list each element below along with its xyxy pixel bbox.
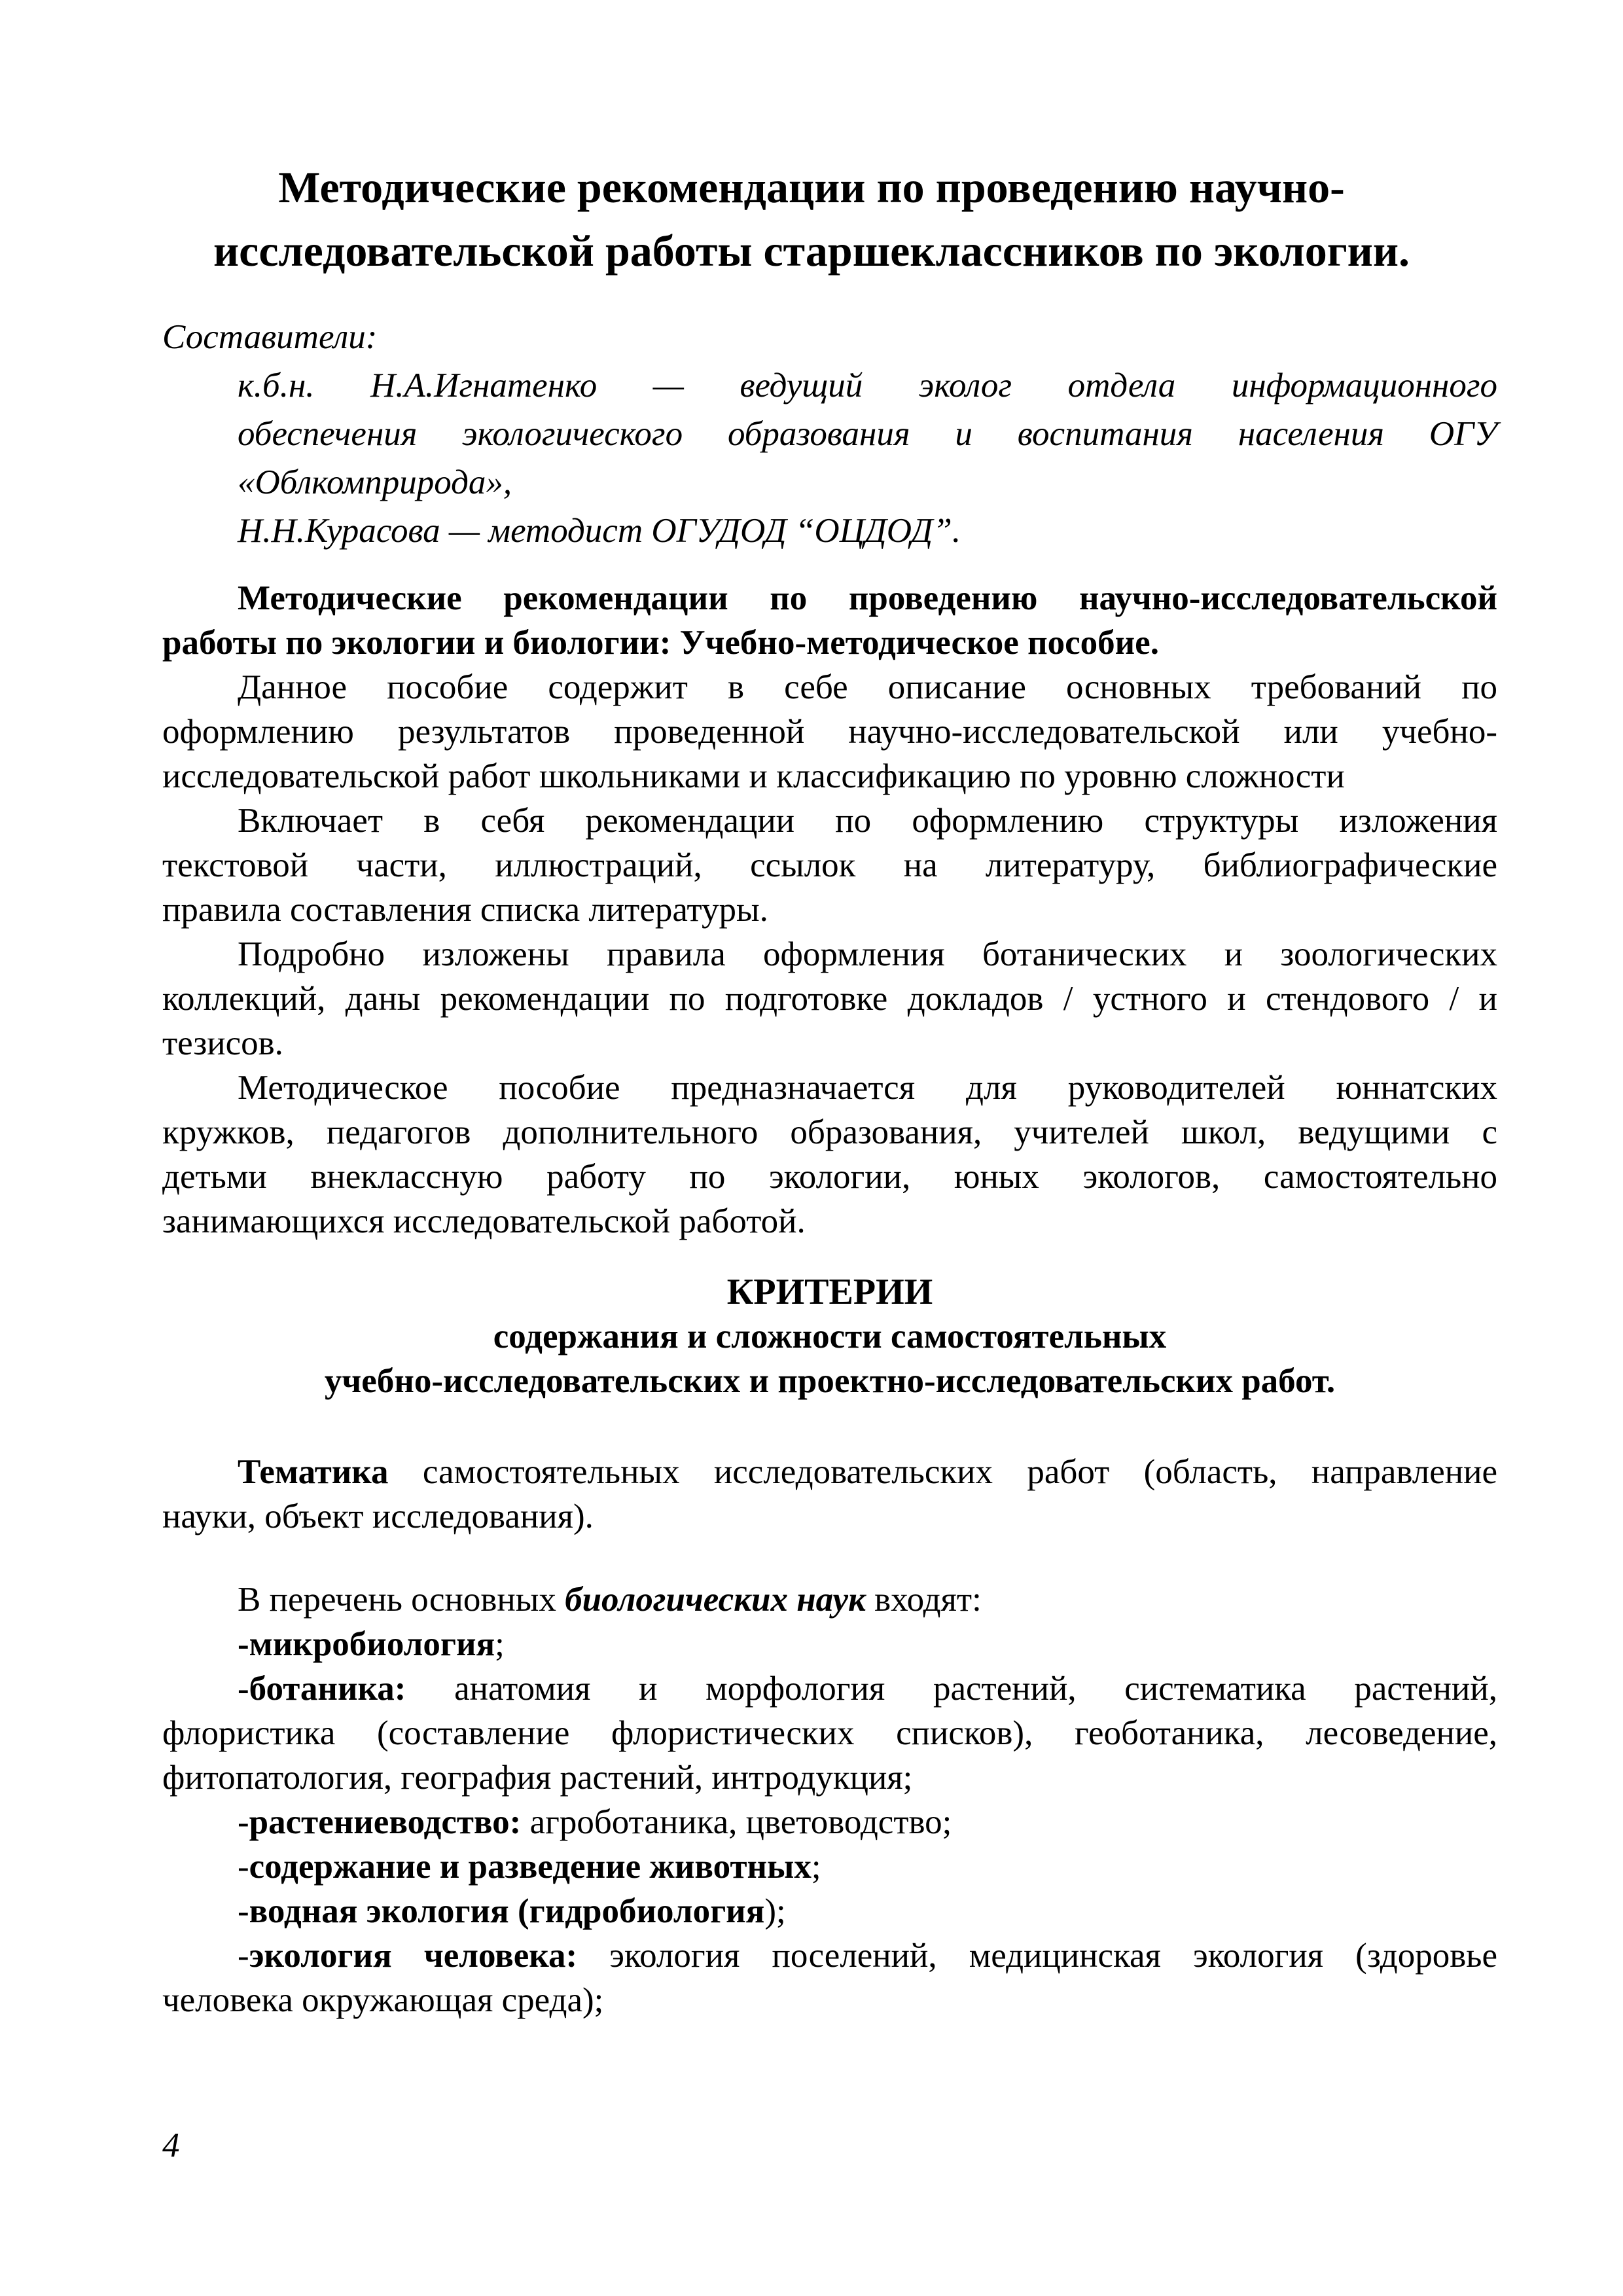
list-item-dash: -: [238, 1892, 249, 1930]
topics-bold-term: Тематика: [238, 1453, 389, 1491]
list-item-term: содержание и разведение животных: [249, 1848, 812, 1886]
paragraph-line: правила составления списка литературы.: [162, 891, 768, 929]
list-item-animal-keeping: [162, 1844, 1497, 1889]
paragraph-line: Методическое пособие предназначается для руководителей юннатских: [238, 1069, 1497, 1107]
paragraph-line: Подробно изложены правила оформления ботанических и зоологических: [238, 935, 1497, 973]
paragraph-2: [162, 798, 1497, 932]
abstract-section: [162, 576, 1497, 1244]
list-intro-a: В перечень основных: [238, 1581, 565, 1619]
author-1-line-1: к.б.н. Н.А.Игнатенко — ведущий эколог отдела информационного: [238, 367, 1497, 404]
paragraph-line: текстовой части, иллюстраций, ссылок на литературу, библиографические: [162, 846, 1497, 884]
topics-line-1-rest: самостоятельных исследовательских работ (область, направление: [388, 1453, 1497, 1491]
biology-sciences-list: [162, 1577, 1497, 2022]
paragraph-line: исследовательской работ школьниками и классификацию по уровню сложности: [162, 757, 1345, 795]
title-line-1: Методические рекомендации по проведению научно-: [278, 162, 1345, 212]
list-item-dash: -: [238, 1803, 249, 1841]
list-intro: [162, 1577, 1497, 1622]
paragraph-line: занимающихся исследовательской работой.: [162, 1202, 806, 1240]
list-intro-emphasis: биологических наук: [565, 1581, 866, 1619]
paragraph-4: [162, 1066, 1497, 1244]
criteria-subtitle-1: содержания и сложности самостоятельных: [493, 1318, 1167, 1355]
list-item-text: ;: [495, 1625, 505, 1663]
list-item-term: экология человека:: [249, 1937, 578, 1975]
list-item-dash: -: [238, 1848, 249, 1886]
list-item-text: );: [764, 1892, 786, 1930]
list-item-term: -микробиология: [238, 1625, 495, 1663]
list-item-dash: -: [238, 1937, 249, 1975]
abstract-heading-line-1: Методические рекомендации по проведению научно-исследовательской: [238, 579, 1497, 617]
topics-line-1: [162, 1450, 1497, 1494]
list-item-text: агроботаника, цветоводство;: [521, 1803, 952, 1841]
list-item-text: ;: [811, 1848, 821, 1886]
list-item-text: анатомия и морфология растений, систематика растений,: [406, 1670, 1497, 1708]
list-item-crop-growing: [162, 1800, 1497, 1844]
list-item-microbiology: [162, 1622, 1497, 1666]
abstract-bold-heading: [162, 576, 1497, 665]
list-item-term: растениеводство:: [249, 1803, 522, 1841]
page-title: [98, 156, 1525, 283]
page-number: 4: [162, 2126, 180, 2164]
topics-line-2: науки, объект исследования).: [162, 1498, 594, 1535]
paragraph-line: Данное пособие содержит в себе описание основных требований по: [238, 668, 1497, 706]
topics-text: [162, 1450, 1497, 1539]
list-item-human-ecology-line-2: человека окружающая среда);: [162, 1981, 604, 2019]
author-1-line-3: «Облкомприрода»,: [238, 463, 512, 501]
criteria-subtitle-2: учебно-исследовательских и проектно-исследовательских работ.: [324, 1362, 1336, 1400]
list-item-botany-line-3: фитопатология, география растений, интродукция;: [162, 1759, 913, 1797]
list-item-water-ecology: [162, 1889, 1497, 1933]
paragraph-line: тезисов.: [162, 1024, 283, 1062]
author-2: Н.Н.Курасова — методист ОГУДОД “ОЦДОД”.: [238, 512, 961, 550]
paragraph-line: кружков, педагогов дополнительного образования, учителей школ, ведущими с: [162, 1113, 1497, 1151]
list-item-human-ecology: [162, 1933, 1497, 1978]
list-item-term: -ботаника:: [238, 1670, 406, 1708]
paragraph-1: [162, 665, 1497, 798]
topics-paragraph: [162, 1450, 1497, 1539]
criteria-heading: [162, 1270, 1497, 1403]
criteria-title: КРИТЕРИИ: [726, 1272, 933, 1312]
authors-label: Составители:: [162, 318, 378, 356]
list-item-term: водная экология (гидробиология: [249, 1892, 765, 1930]
list-intro-c: входят:: [865, 1581, 982, 1619]
paragraph-line: Включает в себя рекомендации по оформлению структуры изложения: [238, 802, 1497, 840]
list-item-text: экология поселений, медицинская экология (здоровье: [577, 1937, 1497, 1975]
author-1-line-2: обеспечения экологического образования и воспитания населения ОГУ: [238, 415, 1497, 453]
author-list: [238, 361, 1497, 555]
title-line-2: исследовательской работы старшеклассников по экологии.: [213, 226, 1410, 276]
paragraph-line: коллекций, даны рекомендации по подготовке докладов / устного и стендового / и: [162, 980, 1497, 1018]
list-item-botany-line-2: флористика (составление флористических списков), геоботаника, лесоведение,: [162, 1714, 1497, 1752]
authors-block: [162, 313, 1497, 555]
abstract-heading-line-2: работы по экологии и биологии: Учебно-методическое пособие.: [162, 624, 1159, 662]
paragraph-3: [162, 932, 1497, 1066]
list-item-botany: [162, 1666, 1497, 1711]
paragraph-line: детьми внеклассную работу по экологии, юных экологов, самостоятельно: [162, 1158, 1497, 1196]
paragraph-line: оформлению результатов проведенной научно-исследовательской или учебно-: [162, 713, 1497, 751]
